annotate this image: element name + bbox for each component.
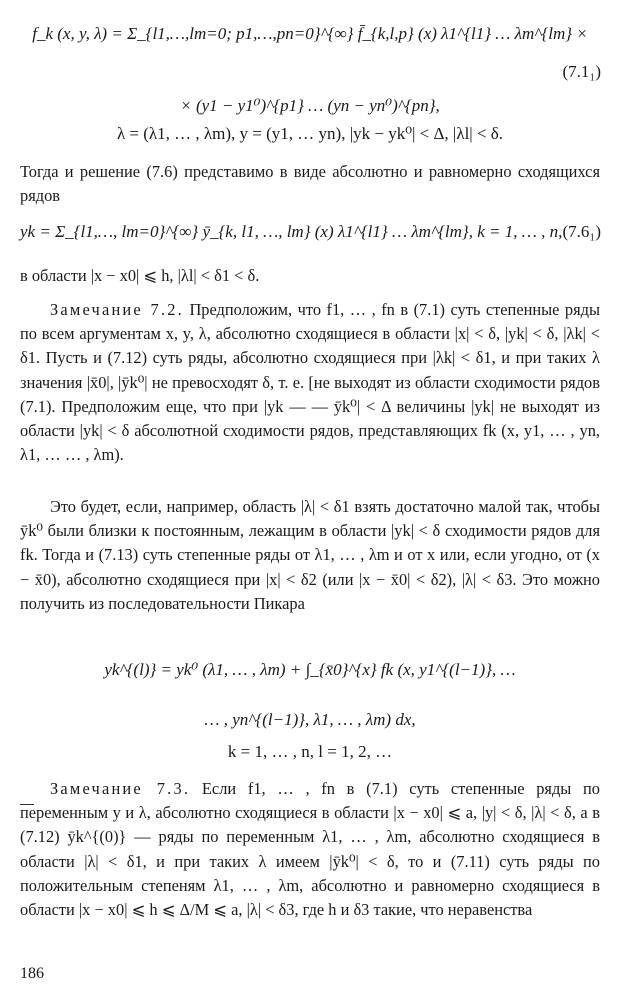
remark-7-2-title: Замечание 7.2. [50, 300, 184, 319]
remark-7-3-title: Замечание 7.3. [50, 779, 191, 798]
paragraph-domain [20, 264, 600, 288]
equation-number-7-6-1: (7.6₁) [562, 222, 601, 241]
remark-7-3-body: Если f1, … , fn в (7.1) суть степенные ряды по переменным y и λ, абсолютно сходящиеся в области |x − x0| ⩽ a, |y| < δ, |λ| < δ, а в (7.12) ȳk^{(0)} — ряды по переменным λ1, … , λm, абсолютно сходящиеся в области |λ| < δ1, и при таких λ имеем |ȳk⁰| < δ, то и (7.11) суть ряды по положительным степеням λ1, … , λm, абсолютно и равномерно сходящиеся в области |x − x0| ⩽ h ⩽ Δ/M ⩽ a, |λ| < δ3, где h и δ3 такие, что неравенства [20, 779, 600, 920]
equation-picard-line-3: k = 1, … , n, l = 1, 2, … [227, 742, 393, 761]
remark-7-3 [20, 777, 600, 922]
remark-7-2-body: Предположим, что f1, … , fn в (7.1) суть степенные ряды по всем аргументам x, y, λ, абсолютно сходящиеся в области |x| < δ, |yk| < δ, |λk| < δ1. Пусть и (7.12) суть ряды, абсолютно сходящиеся при |λk| < δ1, и при таких λ значения |x̄0|, |ȳk⁰| не превосходят δ, т. е. [не выходят из области сходимости рядов (7.1). Предположим еще, что при |yk — — ȳk⁰| < Δ величины |yk| не выходят из области |yk| < δ абсолютной сходимости рядов, представляющих fk (x, y1, … , yn, λ1, … … , λm). [20, 300, 600, 465]
paragraph-picard-text: Это будет, если, например, область |λ| < δ1 взять достаточно малой так, чтобы ȳk⁰ были близки к постоянным, лежащим в области |yk| < δ сходимости рядов для fk. Тогда и (7.13) суть степенные ряды от λ1, … , λm и от x или, если угодно, от (x − x̄0), абсолютно сходящиеся при |x| < δ2 (или |x − x̄0| < δ2), |λ| < δ3. Это можно получить из последовательности Пикара [20, 497, 600, 613]
equation-7-1-1-line-2: × (y1 − y1⁰)^{p1} … (yn − yn⁰)^{pn}, [180, 96, 440, 115]
equation-7-1-1-line-3: λ = (λ1, … , λm), y = (y1, … yn), |yk − yk⁰| < Δ, |λl| < δ. [116, 124, 504, 143]
page-number: 186 [20, 965, 44, 982]
paragraph-domain-text: в области |x − x0| ⩽ h, |λl| < δ1 < δ. [20, 266, 260, 285]
remark-7-2 [20, 298, 600, 467]
paragraph-solution-series-text: Тогда и решение (7.6) представимо в виде абсолютно и равномерно сходящихся рядов [20, 162, 600, 206]
paragraph-picard [20, 495, 600, 616]
equation-7-6-1: yk = Σ_{l1,…, lm=0}^{∞} ȳ_{k, l1, …, lm} (x) λ1^{l1} … λm^{lm}, k = 1, … , n, [20, 222, 563, 241]
equation-picard-line-2: … , yn^{(l−1)}, λ1, … , λm) dx, [204, 710, 416, 729]
equation-7-1-1-line-1: f_k (x, y, λ) = Σ_{l1,…,lm=0; p1,…,pn=0}^{∞} f̄_{k,l,p} (x) λ1^{l1} … λm^{lm} × [32, 24, 588, 43]
equation-picard-line-1: yk^{(l)} = yk⁰ (λ1, … , λm) + ∫_{x̄0}^{x} fk (x, y1^{(l−1)}, … [104, 660, 516, 679]
paragraph-solution-series [20, 160, 600, 208]
equation-number-7-1-1: (7.1₁) [562, 62, 601, 81]
